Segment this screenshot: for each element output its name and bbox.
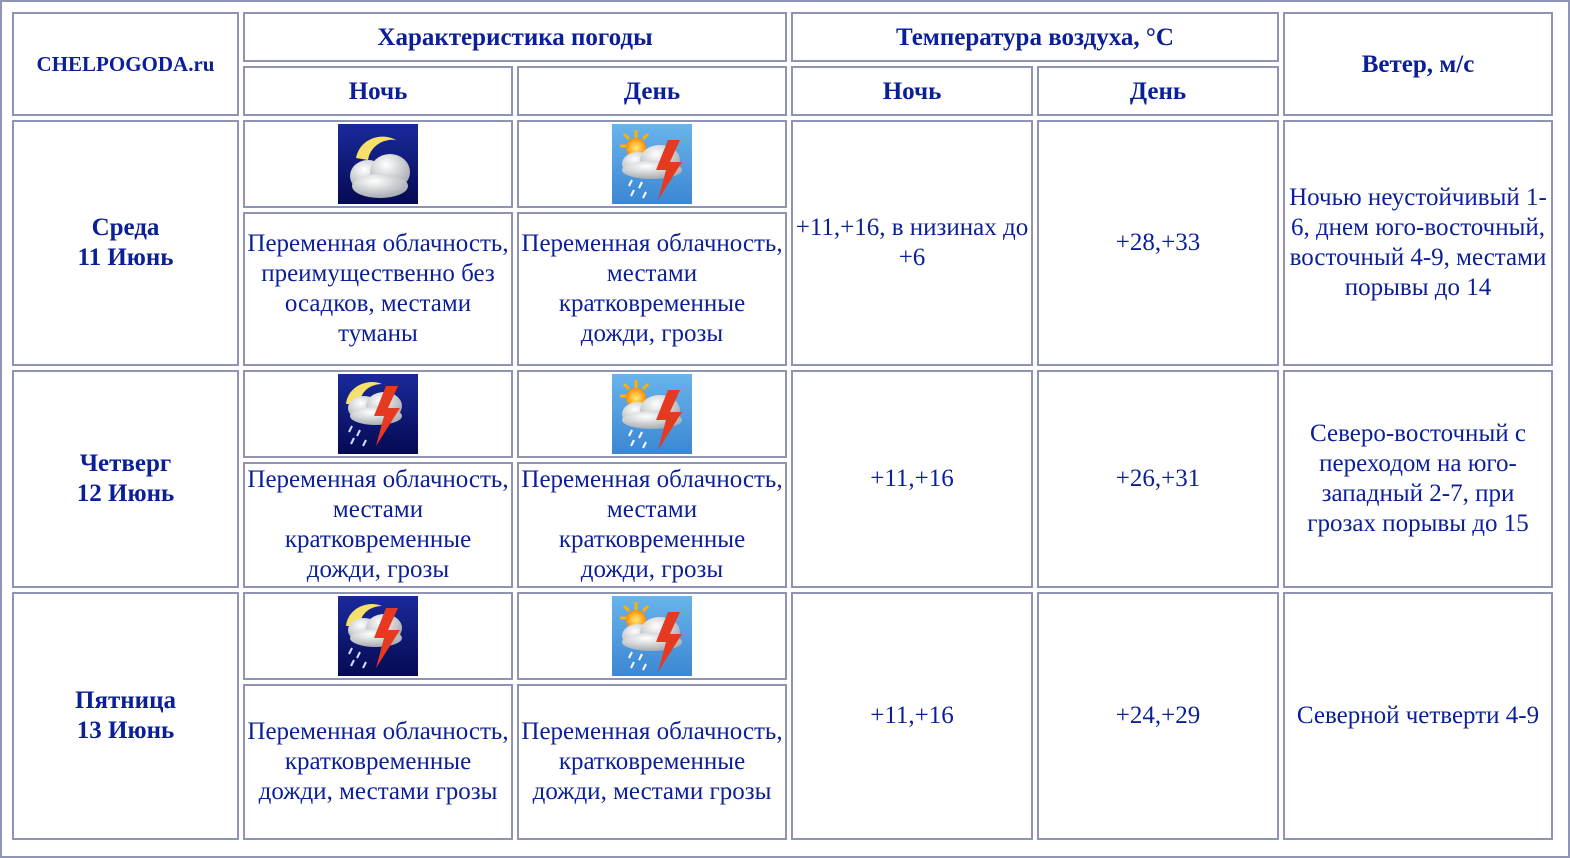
night-icon-cell: [243, 592, 513, 680]
sun-cloud-thunderstorm-icon: [612, 374, 692, 454]
table-row: [12, 592, 1553, 680]
day-desc: Переменная облачность, местами кратковременные дожди, грозы: [517, 212, 787, 366]
forecast-table: [8, 8, 1557, 844]
day-desc: Переменная облачность, местами кратковременные дожди, грозы: [517, 462, 787, 588]
date: 11 Июнь: [77, 244, 174, 271]
weather-day-header: День: [517, 66, 787, 116]
day-icon-cell: [517, 370, 787, 458]
temp-day: +24,+29: [1037, 592, 1279, 840]
wind-desc: Северной четверти 4-9: [1283, 592, 1553, 840]
day-cell: [12, 370, 239, 588]
night-desc: Переменная облачность, кратковременные дожди, местами грозы: [243, 684, 513, 840]
day-icon-cell: [517, 120, 787, 208]
weather-header: Характеристика погоды: [243, 12, 787, 62]
header-row-top: [12, 12, 1553, 62]
weekday: Пятница: [75, 687, 176, 714]
moon-cloud-thunderstorm-icon: [338, 374, 418, 454]
night-desc: Переменная облачность, местами кратковременные дожди, грозы: [243, 462, 513, 588]
day-icon-cell: [517, 592, 787, 680]
table-row: [12, 370, 1553, 458]
sun-cloud-thunderstorm-icon: [612, 596, 692, 676]
wind-desc: Ночью неустойчивый 1-6, днем юго-восточный, восточный 4-9, местами порывы до 14: [1283, 120, 1553, 366]
temp-day: +26,+31: [1037, 370, 1279, 588]
temp-night: +11,+16, в низинах до +6: [791, 120, 1033, 366]
date: 12 Июнь: [76, 480, 175, 507]
wind-desc: Северо-восточный с переходом на юго-западный 2-7, при грозах порывы до 15: [1283, 370, 1553, 588]
day-cell: [12, 120, 239, 366]
day-cell: [12, 592, 239, 840]
temp-day-header: День: [1037, 66, 1279, 116]
temp-day: +28,+33: [1037, 120, 1279, 366]
site-brand[interactable]: CHELPOGODA.ru: [12, 12, 239, 116]
moon-cloud-icon: [338, 124, 418, 204]
date: 13 Июнь: [76, 717, 175, 744]
weather-night-header: Ночь: [243, 66, 513, 116]
night-icon-cell: [243, 370, 513, 458]
table-row: [12, 120, 1553, 208]
weekday: Среда: [91, 214, 160, 241]
night-desc: Переменная облачность, преимущественно без осадков, местами туманы: [243, 212, 513, 366]
temp-night-header: Ночь: [791, 66, 1033, 116]
sun-cloud-thunderstorm-icon: [612, 124, 692, 204]
temp-night: +11,+16: [791, 370, 1033, 588]
moon-cloud-thunderstorm-icon: [338, 596, 418, 676]
wind-header: Ветер, м/с: [1283, 12, 1553, 116]
temp-night: +11,+16: [791, 592, 1033, 840]
temperature-header: Температура воздуха, °С: [791, 12, 1279, 62]
weekday: Четверг: [79, 450, 172, 477]
night-icon-cell: [243, 120, 513, 208]
day-desc: Переменная облачность, кратковременные дожди, местами грозы: [517, 684, 787, 840]
